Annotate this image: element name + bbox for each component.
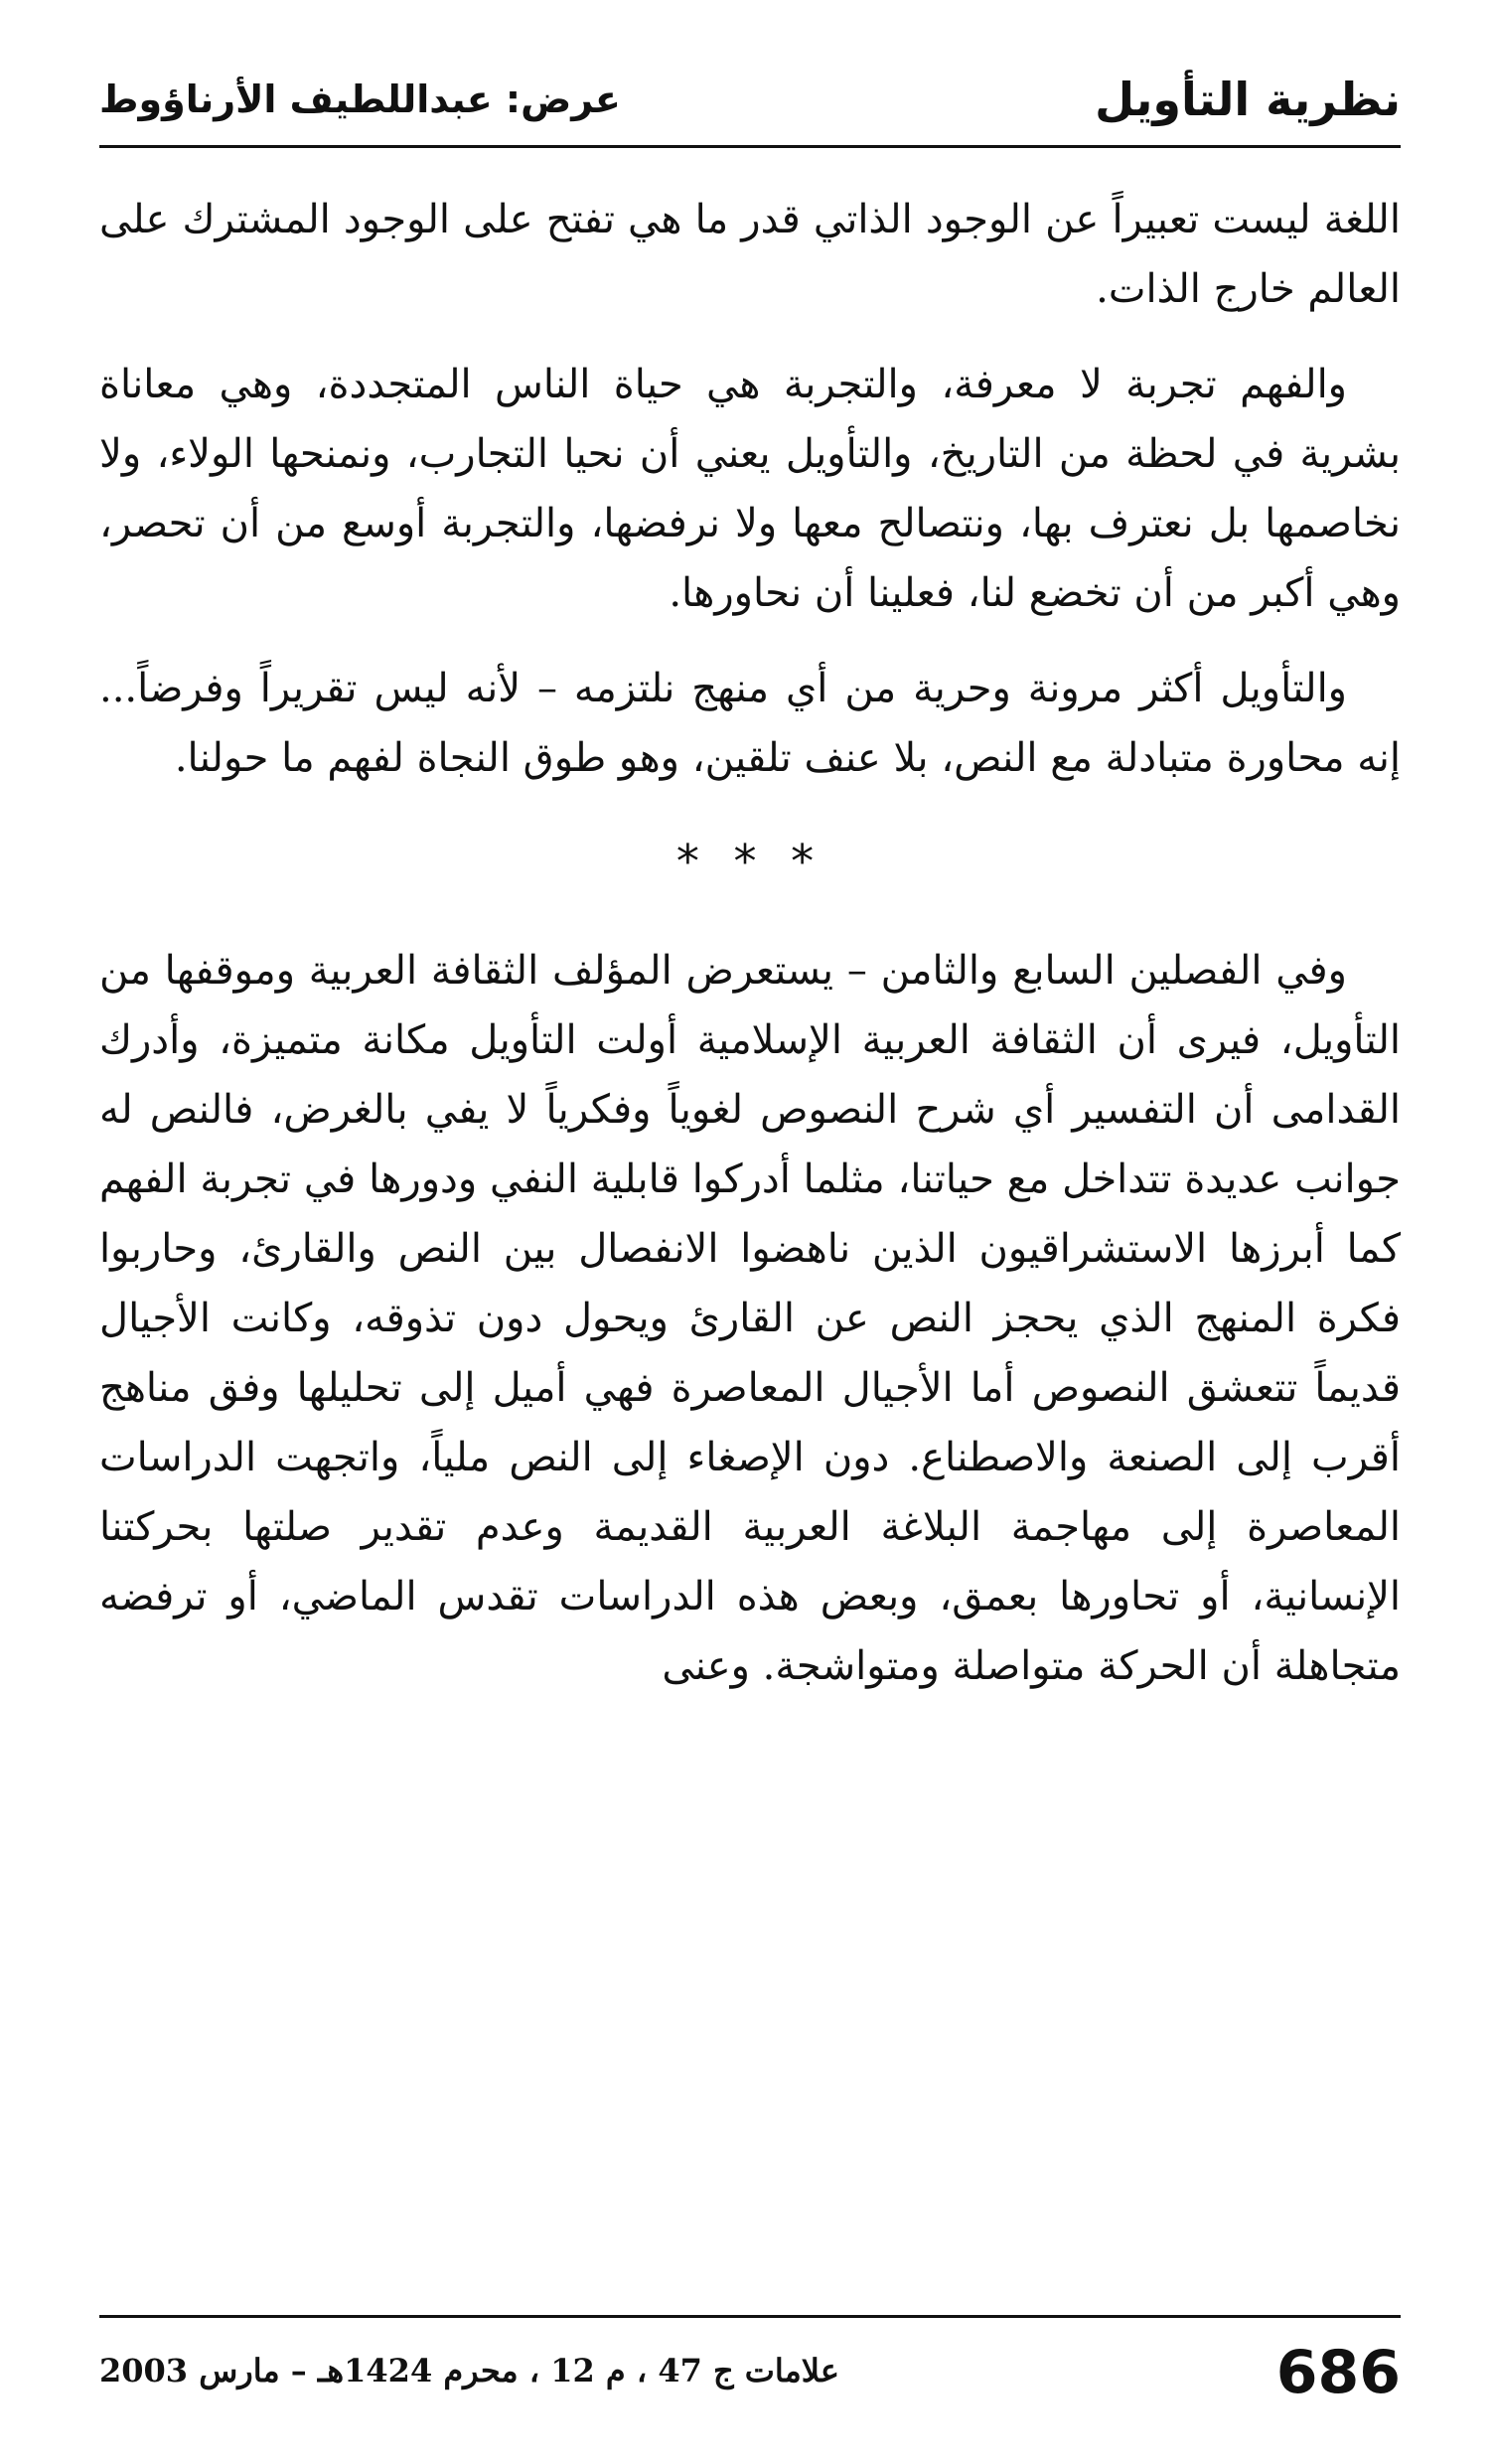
page-number: 686 — [1275, 2338, 1401, 2407]
header-rule — [99, 145, 1401, 148]
paragraph-chapters: وفي الفصلين السابع والثامن – يستعرض المؤلف الثقافة العربية وموقفها من التأويل، فيرى أن الثقافة العربية الإسلامية أولت التأويل مكانة متميزة، وأدرك القدامى أن التفسير أي شرح النصوص لغوياً وفكرياً لا يفي بالغرض، فالنص له جوانب عديدة تتداخل مع حياتنا، مثلما أدركوا قابلية النفي ودورها في تجربة الفهم كما أبرزها الاستشراقيون الذين ناهضوا الانفصال بين النص والقارئ، وحاربوا فكرة المنهج الذي يحجز النص عن القارئ ويحول دون تذوقه، وكانت الأجيال قديماً تتعشق النصوص أما الأجيال المعاصرة فهي أميل إلى تحليلها وفق مناهج أقرب إلى الصنعة والاصطناع. دون الإصغاء إلى النص ملياً، واتجهت الدراسات المعاصرة إلى مهاجمة البلاغة العربية القديمة وعدم تقدير صلتها بحركتنا الإنسانية، أو تحاورها بعمق، وبعض هذه الدراسات تقدس الماضي، أو ترفضه متجاهلة أن الحركة متواصلة ومتواشجة. وعنى — [99, 948, 1401, 1689]
paragraph-language: اللغة ليست تعبيراً عن الوجود الذاتي قدر ما هي تفتح على الوجود المشترك على العالم خارج الذات. — [99, 197, 1401, 312]
section-separator: * * * — [675, 835, 824, 888]
paragraph-interpretation: والتأويل أكثر مرونة وحرية من أي منهج نلتزمه – لأنه ليس تقريراً وفرضاً... إنه محاورة متبادلة مع النص، بلا عنف تلقين، وهو طوق النجاة لفهم ما حولنا. — [99, 666, 1401, 781]
footer-rule — [99, 2315, 1401, 2318]
page-footer — [99, 2337, 1401, 2416]
reviewer-credit: عرض: عبداللطيف الأرناؤوط — [99, 77, 621, 121]
paragraph-understanding: والفهم تجربة لا معرفة، والتجربة هي حياة الناس المتجددة، وهي معاناة بشرية في لحظة من التاريخ، والتأويل يعني أن نحيا التجارب، ونمنحها الولاء، ولا نخاصمها بل نعترف بها، ونتصالح معها ولا نرفضها، والتجربة أوسع من أن تحصر، وهي أكبر من أن تخضع لنا، فعلينا أن نحاورها. — [99, 362, 1401, 616]
body-text — [99, 185, 1401, 1727]
issue-info: علامات ج 47 ، م 12 ، محرم 1424هـ – مارس 2003 — [99, 2352, 839, 2389]
running-header — [99, 58, 1401, 137]
book-title: نظرية التأويل — [1095, 73, 1401, 126]
